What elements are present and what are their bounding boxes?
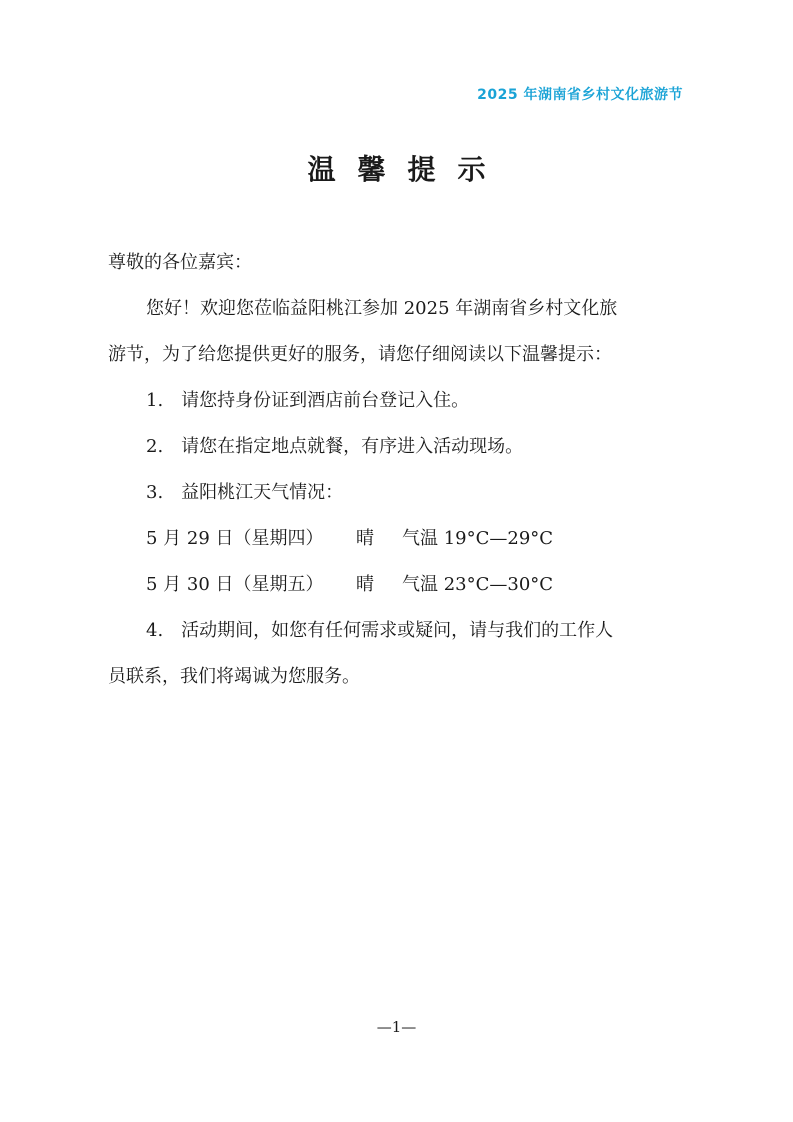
notice-item-4-line-2: 员联系，我们将竭诚为您服务。: [108, 666, 360, 687]
weather-date: 5 月 30 日（星期五）: [146, 574, 324, 595]
weather-condition: 晴: [356, 574, 374, 595]
notice-item-2: 2. 请您在指定地点就餐，有序进入活动现场。: [146, 436, 524, 457]
page-title: 温馨提示: [307, 153, 508, 186]
weather-row: [108, 516, 698, 562]
weather-row: [108, 562, 698, 608]
page-number: —1—: [376, 1018, 417, 1036]
weather-temperature: 气温 23°C—30°C: [402, 574, 554, 595]
notice-item-1: 1. 请您持身份证到酒店前台登记入住。: [146, 390, 470, 411]
notice-item-3: 3. 益阳桃江天气情况：: [146, 482, 344, 503]
intro-line-2: 游节，为了给您提供更好的服务，请您仔细阅读以下温馨提示：: [108, 344, 612, 365]
weather-date: 5 月 29 日（星期四）: [146, 528, 324, 549]
salutation: 尊敬的各位嘉宾：: [108, 252, 252, 273]
notice-item-4-line-1: 4. 活动期间，如您有任何需求或疑问，请与我们的工作人: [146, 620, 614, 641]
header-event-tag: 2025 年湖南省乡村文化旅游节: [477, 87, 683, 103]
notice-body: [108, 240, 698, 700]
intro-line-1: 您好！欢迎您莅临益阳桃江参加 2025 年湖南省乡村文化旅: [146, 298, 618, 319]
weather-condition: 晴: [356, 528, 374, 549]
weather-temperature: 气温 19°C—29°C: [402, 528, 554, 549]
